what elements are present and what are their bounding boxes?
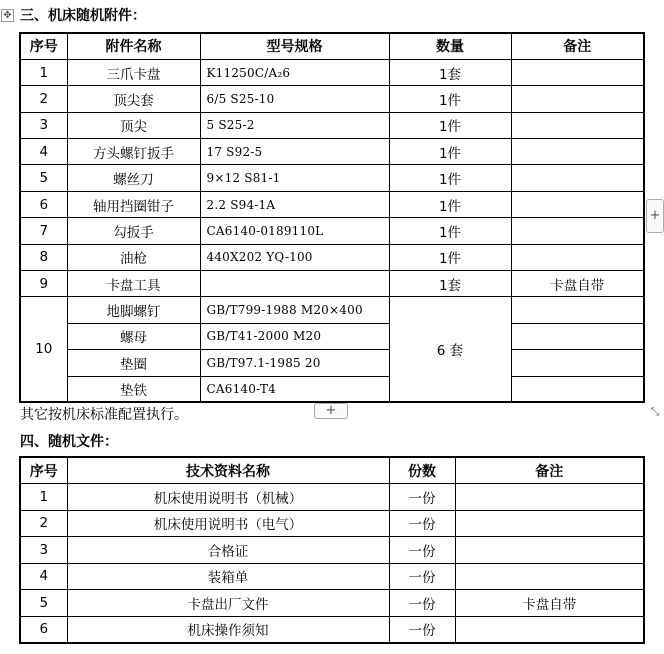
cell-remark[interactable] — [455, 510, 644, 537]
cell-no[interactable]: 5 — [20, 590, 67, 617]
table-row — [20, 271, 644, 297]
cell-model[interactable]: CA6140-T4 — [200, 376, 389, 402]
cell-qty[interactable]: 1件 — [389, 112, 511, 138]
cell-qty[interactable]: 1件 — [389, 191, 511, 217]
add-column-plus-icon[interactable]: + — [646, 199, 664, 233]
cell-no[interactable]: 6 — [20, 191, 67, 217]
table-row — [20, 297, 644, 323]
cell-count[interactable]: 一份 — [389, 563, 455, 590]
header-name: 附件名称 — [67, 33, 200, 59]
cell-name[interactable]: 勾扳手 — [67, 218, 200, 244]
cell-remark[interactable] — [511, 139, 644, 165]
table-row — [20, 563, 644, 590]
cell-model[interactable] — [200, 271, 389, 297]
cell-remark[interactable] — [511, 165, 644, 191]
table-row — [20, 139, 644, 165]
table-row — [20, 537, 644, 564]
cell-remark[interactable]: 卡盘自带 — [511, 271, 644, 297]
header-count: 份数 — [389, 457, 455, 484]
cell-no[interactable]: 2 — [20, 86, 67, 112]
cell-model[interactable]: 6/5 S25-10 — [200, 86, 389, 112]
table-row — [20, 191, 644, 217]
cell-model[interactable]: 9×12 S81-1 — [200, 165, 389, 191]
cell-model[interactable]: 17 S92-5 — [200, 139, 389, 165]
cell-doc-name[interactable]: 机床使用说明书（机械） — [67, 484, 389, 511]
cell-name[interactable]: 螺母 — [67, 323, 200, 349]
cell-model[interactable]: GB/T41-2000 M20 — [200, 323, 389, 349]
table-row — [20, 86, 644, 112]
cell-qty[interactable]: 1套 — [389, 59, 511, 85]
table-row — [20, 323, 644, 349]
cell-name[interactable]: 顶尖 — [67, 112, 200, 138]
cell-model[interactable]: K11250C/A₂6 — [200, 59, 389, 85]
cell-no[interactable]: 9 — [20, 271, 67, 297]
header-no: 序号 — [20, 457, 67, 484]
cell-name[interactable]: 螺丝刀 — [67, 165, 200, 191]
table-row — [20, 484, 644, 511]
cell-remark[interactable] — [455, 537, 644, 564]
table-row — [20, 590, 644, 617]
cell-qty[interactable]: 1件 — [389, 86, 511, 112]
cell-qty[interactable]: 1套 — [389, 271, 511, 297]
table-move-handle-icon[interactable]: ✥ — [1, 9, 14, 22]
table-row — [20, 616, 644, 643]
cell-no[interactable]: 4 — [20, 563, 67, 590]
cell-no[interactable]: 3 — [20, 112, 67, 138]
table-row — [20, 59, 644, 85]
cell-qty[interactable]: 1件 — [389, 165, 511, 191]
cell-model[interactable]: CA6140-0189110L — [200, 218, 389, 244]
table-row — [20, 376, 644, 402]
cell-doc-name[interactable]: 机床使用说明书（电气） — [67, 510, 389, 537]
header-qty: 数量 — [389, 33, 511, 59]
cell-doc-name[interactable]: 装箱单 — [67, 563, 389, 590]
cell-no[interactable]: 4 — [20, 139, 67, 165]
cell-name[interactable]: 垫铁 — [67, 376, 200, 402]
table-header-row — [20, 33, 644, 59]
table-row — [20, 244, 644, 270]
cell-remark[interactable] — [511, 112, 644, 138]
section3-note: 其它按机床标准配置执行。 — [20, 407, 188, 423]
cell-remark[interactable]: 卡盘自带 — [455, 590, 644, 617]
cell-model[interactable]: 2.2 S94-1A — [200, 191, 389, 217]
cell-no[interactable]: 5 — [20, 165, 67, 191]
cell-qty[interactable]: 1件 — [389, 139, 511, 165]
cell-name[interactable]: 地脚螺钉 — [67, 297, 200, 323]
cell-no[interactable]: 3 — [20, 537, 67, 564]
table-row — [20, 165, 644, 191]
cell-name[interactable]: 油枪 — [67, 244, 200, 270]
cell-model[interactable]: 440X202 YQ-100 — [200, 244, 389, 270]
table-row — [20, 510, 644, 537]
cell-qty-group[interactable]: 6 套 — [389, 297, 511, 403]
cell-model[interactable]: GB/T97.1-1985 20 — [200, 350, 389, 376]
cell-name[interactable]: 轴用挡圈钳子 — [67, 191, 200, 217]
cell-name[interactable]: 顶尖套 — [67, 86, 200, 112]
add-row-plus-icon[interactable]: + — [314, 403, 348, 419]
cell-remark[interactable] — [511, 350, 644, 376]
table-resize-icon[interactable]: ⤡ — [650, 405, 660, 418]
cell-model[interactable]: GB/T799-1988 M20×400 — [200, 297, 389, 323]
section4-heading: 四、随机文件： — [20, 434, 118, 450]
table-row — [20, 350, 644, 376]
cell-no[interactable]: 7 — [20, 218, 67, 244]
table-row — [20, 218, 644, 244]
cell-name[interactable]: 三爪卡盘 — [67, 59, 200, 85]
cell-name[interactable]: 卡盘工具 — [67, 271, 200, 297]
cell-no-group[interactable]: 10 — [20, 297, 67, 403]
cell-no[interactable]: 6 — [20, 616, 67, 643]
cell-doc-name[interactable]: 卡盘出厂文件 — [67, 590, 389, 617]
cell-count[interactable]: 一份 — [389, 616, 455, 643]
section3-heading: 三、机床随机附件： — [20, 8, 146, 24]
header-remark: 备注 — [511, 33, 644, 59]
cell-remark[interactable] — [511, 297, 644, 323]
cell-doc-name[interactable]: 合格证 — [67, 537, 389, 564]
cell-no[interactable]: 8 — [20, 244, 67, 270]
cell-remark[interactable] — [455, 563, 644, 590]
cell-count[interactable]: 一份 — [389, 590, 455, 617]
header-no: 序号 — [20, 33, 67, 59]
table-row — [20, 112, 644, 138]
cell-qty[interactable]: 1件 — [389, 218, 511, 244]
cell-count[interactable]: 一份 — [389, 484, 455, 511]
cell-no[interactable]: 1 — [20, 484, 67, 511]
cell-name[interactable]: 垫圈 — [67, 350, 200, 376]
cell-no[interactable]: 2 — [20, 510, 67, 537]
cell-remark[interactable] — [455, 484, 644, 511]
header-remark: 备注 — [455, 457, 644, 484]
cell-qty[interactable]: 1件 — [389, 244, 511, 270]
cell-model[interactable]: 5 S25-2 — [200, 112, 389, 138]
cell-remark[interactable] — [511, 59, 644, 85]
accessories-table — [19, 32, 645, 403]
documents-table — [19, 456, 645, 644]
cell-doc-name[interactable]: 机床操作须知 — [67, 616, 389, 643]
cell-remark[interactable] — [511, 323, 644, 349]
cell-count[interactable]: 一份 — [389, 537, 455, 564]
cell-remark[interactable] — [511, 86, 644, 112]
cell-remark[interactable] — [511, 376, 644, 402]
cell-name[interactable]: 方头螺钉扳手 — [67, 139, 200, 165]
cell-count[interactable]: 一份 — [389, 510, 455, 537]
header-model: 型号规格 — [200, 33, 389, 59]
cell-remark[interactable] — [511, 244, 644, 270]
cell-remark[interactable] — [511, 218, 644, 244]
cell-remark[interactable] — [455, 616, 644, 643]
cell-remark[interactable] — [511, 191, 644, 217]
header-doc-name: 技术资料名称 — [67, 457, 389, 484]
cell-no[interactable]: 1 — [20, 59, 67, 85]
table-header-row — [20, 457, 644, 484]
